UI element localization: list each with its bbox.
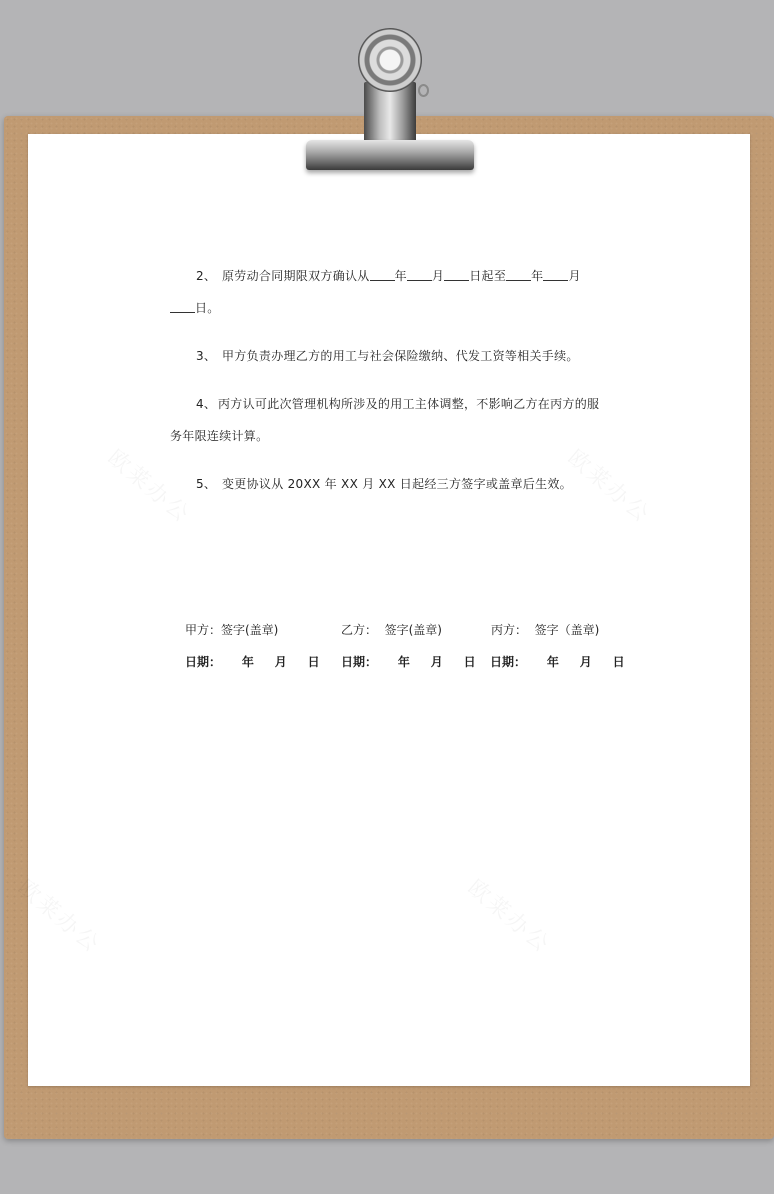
clause-5: 5、 变更协议从 20XX 年 XX 月 XX 日起经三方签字或盖章后生效。 xyxy=(196,477,572,491)
blank-line xyxy=(506,268,531,281)
blank-line xyxy=(407,268,432,281)
clause-4-line-2: 务年限连续计算。 xyxy=(170,429,269,443)
clause-4: 4、 丙方认可此次管理机构所涉及的用工主体调整，不影响乙方在丙方的服 务年限连续计算。 xyxy=(170,397,600,443)
blank-line xyxy=(543,268,568,281)
party-b-date: 日期： 年 月 日 xyxy=(341,655,476,669)
party-a-date: 日期： 年 月 日 xyxy=(185,655,320,669)
clause-3: 3、 甲方负责办理乙方的用工与社会保险缴纳、代发工资等相关手续。 xyxy=(196,349,579,363)
blank-line xyxy=(170,300,195,313)
binder-clip-ring xyxy=(358,28,422,92)
clause-4-line-1: 丙方认可此次管理机构所涉及的用工主体调整，不影响乙方在丙方的服 xyxy=(218,397,600,411)
party-c-date: 日期： 年 月 日 xyxy=(490,655,625,669)
party-b-signature: 乙方： 签字(盖章) xyxy=(341,623,442,637)
clip-pin xyxy=(418,84,429,97)
blank-line xyxy=(370,268,395,281)
party-a-signature: 甲方：签字(盖章) xyxy=(185,623,279,637)
clause-2: 2、 原劳动合同期限双方确认从 年 月 日起至 年 月 日。 xyxy=(170,260,610,324)
blank-line xyxy=(444,268,469,281)
party-c-signature: 丙方： 签字（盖章) xyxy=(491,623,600,637)
clause-5-text: 变更协议从 20XX 年 XX 月 XX 日起经三方签字或盖章后生效。 xyxy=(222,477,572,491)
binder-clip-base xyxy=(306,140,474,170)
clause-3-text: 甲方负责办理乙方的用工与社会保险缴纳、代发工资等相关手续。 xyxy=(222,349,579,363)
clause-2-text-1: 原劳动合同期限双方确认从 xyxy=(222,269,370,283)
